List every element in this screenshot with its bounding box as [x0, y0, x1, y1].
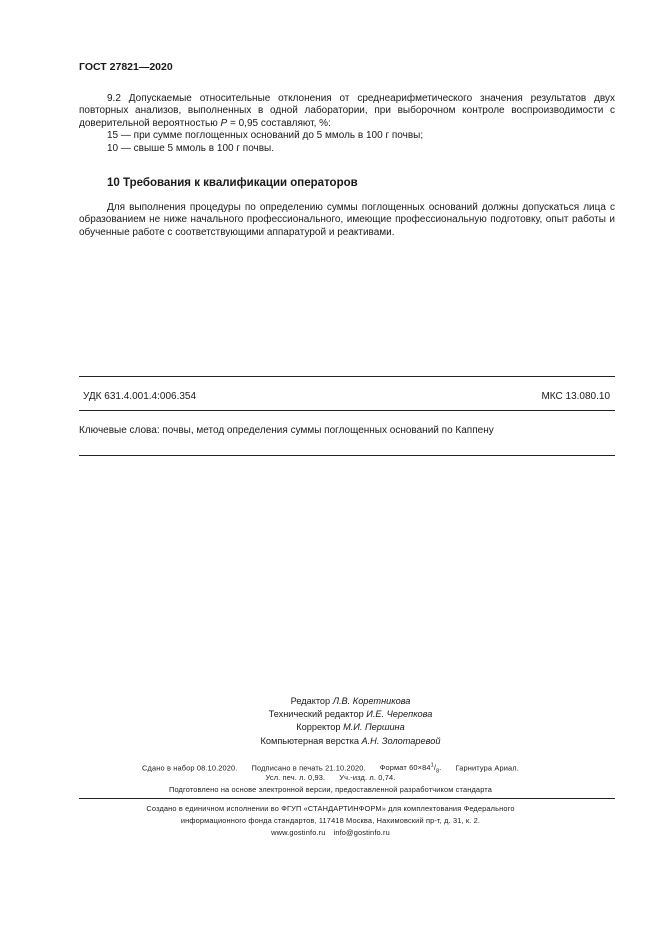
divider-footer: [79, 798, 615, 799]
submitted-date: Сдано в набор 08.10.2020.: [142, 763, 238, 773]
format: Формат $60\times 84^1/_8$.: [379, 763, 442, 775]
section-10-body: [79, 202, 615, 239]
keywords: Ключевые слова: почвы, метод определения суммы поглощенных оснований по Каппену: [79, 425, 494, 436]
signed-date: Подписано в печать 21.10.2020.: [251, 763, 366, 773]
credit-layout: Компьютерная верстка А.Н. Золотаревой: [260, 735, 441, 746]
prepared-note: Подготовлено на основе электронной версии, предоставленной разработчиком стандарта: [168, 785, 493, 794]
credit-corrector: Корректор М.И. Першина: [296, 722, 405, 733]
publication-info-line-2: [0, 772, 661, 785]
email-link[interactable]: info@gostinfo.ru: [333, 828, 390, 837]
publisher-sheets: Уч.-изд. л. 0,74.: [339, 773, 396, 782]
clause-9-2-text: 9.2 Допускаемые относительные отклонения от среднеарифметического значения результатов двух повторных анализов, выполненных в одной лаборатории, при выборочном контроле воспроизводимости с доверительной вероятностью: [79, 93, 615, 129]
credit-editor: Редактор Л.В. Коретникова: [290, 696, 411, 706]
document-code-header: ГОСТ 27821—2020: [79, 61, 173, 73]
clause-9-2: [79, 93, 615, 155]
editorial-credits: [0, 695, 661, 748]
divider-middle: [79, 410, 615, 411]
website-link[interactable]: www.gostinfo.ru: [271, 828, 326, 837]
created-line-1: Создано в единичном исполнении во ФГУП «СТАНДАРТИНФОРМ» для комплектования Федерального: [146, 804, 515, 813]
credit-tech-editor: Технический редактор И.Е. Черепкова: [268, 709, 433, 720]
list-item: 10 — свыше 5 ммоль в 100 г почвы.: [107, 142, 275, 154]
contacts: [0, 827, 661, 840]
mks-code: МКС 13.080.10: [541, 391, 610, 402]
divider-bottom: [79, 455, 615, 456]
divider-top: [79, 376, 615, 377]
udk-code: УДК 631.4.001.4:006.354: [83, 391, 197, 402]
section-10-paragraph: Для выполнения процедуры по определению суммы поглощенных оснований должны допускаться лица с образованием не ниже начального профессионального, имеющие профессиональную подготовку, опыт работы и обученные работе с соответствующими аппаратурой и реактивами.: [79, 202, 615, 238]
clause-9-2-text-end: = 0,95 составляют, %:: [227, 117, 331, 129]
list-item: 15 — при сумме поглощенных оснований до 5 ммоль в 100 г почвы;: [107, 130, 424, 142]
created-line-2: информационного фонда стандартов, 117418 Москва, Нахимовский пр-т, д. 31, к. 2.: [180, 816, 481, 825]
print-sheets: Усл. печ. л. 0,93.: [265, 773, 326, 782]
section-10-title: 10 Требования к квалификации операторов: [107, 177, 358, 189]
typeface: Гарнитура Ариал.: [455, 763, 519, 773]
clause-9-2-paragraph: [79, 93, 615, 130]
probability-variable: P: [220, 117, 228, 129]
